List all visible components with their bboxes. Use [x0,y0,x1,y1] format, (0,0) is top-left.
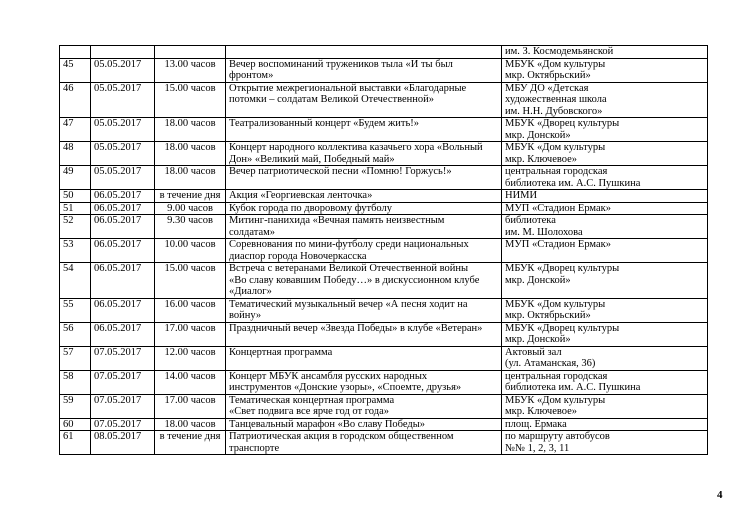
event-venue-line: библиотека им. А.С. Пушкина [505,382,641,393]
event-venue [502,82,708,118]
event-title-line: транспорте [229,442,280,454]
table-row [60,298,708,322]
event-venue [502,118,708,142]
event-time: 14.00 часов [155,370,226,394]
event-title-line: Концерт народного коллектива казачьего хора «Вольный [229,142,483,153]
event-date: 07.05.2017 [91,394,155,418]
event-venue-line: им. Н.Н. Дубовского» [505,105,603,117]
event-date: 05.05.2017 [91,82,155,118]
table-row [60,142,708,166]
event-date: 08.05.2017 [91,431,155,455]
event-title-line: диаспор города Новочеркасска [229,250,367,262]
row-number: 60 [60,418,91,431]
event-title [226,418,502,431]
event-date: 07.05.2017 [91,418,155,431]
page-number: 4 [717,489,723,501]
row-number: 55 [60,298,91,322]
event-title-line: «Во славу ковавшим Победу…» в дискуссионном клубе [229,274,480,286]
row-number: 53 [60,239,91,263]
row-number: 51 [60,202,91,215]
event-venue-line: МБУК «Дворец культуры [505,118,620,129]
event-venue-line: МБУК «Дом культуры [505,58,606,70]
event-title-line: Кубок города по дворовому футболу [229,202,393,214]
event-date: 06.05.2017 [91,298,155,322]
event-venue-line: мкр. Октябрьский» [505,70,591,81]
event-time: 16.00 часов [155,298,226,322]
event-date: 07.05.2017 [91,370,155,394]
event-title-line: Праздничный вечер «Звезда Победы» в клубе «Ветеран» [229,322,483,334]
table-row [60,346,708,370]
event-venue [502,46,708,59]
table-row [60,394,708,418]
event-title-line: Митинг-панихида «Вечная память неизвестным [229,215,445,226]
event-venue-line: (ул. Атаманская, 36) [505,358,596,369]
event-title [226,202,502,215]
event-title-line: инструментов «Донские узоры», «Споемте, друзья» [229,382,462,393]
event-venue [502,431,708,455]
event-time: 18.00 часов [155,142,226,166]
event-venue-line: МБУК «Дом культуры [505,394,606,406]
event-venue-line: МБУК «Дворец культуры [505,263,620,274]
event-title-line: потомки – солдатам Великой Отечественной» [229,94,435,105]
event-venue-line: им. М. Шолохова [505,226,583,238]
event-title [226,394,502,418]
event-venue-line: МБУК «Дом культуры [505,142,606,153]
event-title-line: «Свет подвига все ярче год от года» [229,406,389,417]
event-time: 18.00 часов [155,418,226,431]
event-venue-line: МУП «Стадион Ермак» [505,202,612,214]
event-title [226,118,502,142]
event-title-line: «Диалог» [229,286,272,297]
event-venue [502,142,708,166]
event-venue [502,58,708,82]
event-title-line: фронтом» [229,70,274,81]
event-title-line: войну» [229,310,262,321]
event-venue [502,346,708,370]
event-title-line: Концерт МБУК ансамбля русских народных [229,370,428,382]
event-venue-line: мкр. Донской» [505,129,571,141]
event-venue-line: МБУК «Дворец культуры [505,322,620,334]
table-row [60,418,708,431]
event-date: 05.05.2017 [91,142,155,166]
event-title-line: Вечер патриотической песни «Помню! Горжусь!» [229,166,452,177]
event-title-line: Открытие межрегиональной выставки «Благодарные [229,82,467,94]
event-venue-line: художественная школа [505,94,607,105]
event-time: в течение дня [155,431,226,455]
row-number: 47 [60,118,91,142]
event-title [226,431,502,455]
row-number: 46 [60,82,91,118]
event-date: 06.05.2017 [91,215,155,239]
event-venue [502,190,708,203]
table-row [60,202,708,215]
table-row [60,82,708,118]
event-venue-line: центральная городская [505,370,608,382]
event-venue [502,202,708,215]
event-venue-line: мкр. Ключевое» [505,153,578,165]
event-title [226,370,502,394]
event-title [226,190,502,203]
event-title-line: Тематическая концертная программа [229,394,395,406]
table-row [60,239,708,263]
event-title-line: Танцевальный марафон «Во славу Победы» [229,418,426,430]
row-number: 59 [60,394,91,418]
row-number: 48 [60,142,91,166]
table-row [60,370,708,394]
event-title-line: Акция «Георгиевская ленточка» [229,190,373,201]
event-title [226,263,502,299]
event-time [155,46,226,59]
event-title [226,166,502,190]
event-title-line: Театрализованный концерт «Будем жить!» [229,118,420,129]
event-title [226,82,502,118]
event-venue-line: площ. Ермака [505,418,567,430]
event-venue-line: МБУК «Дом культуры [505,298,606,310]
event-title-line: Встреча с ветеранами Великой Отечественной войны [229,263,469,274]
event-venue [502,418,708,431]
event-venue-line: мкр. Ключевое» [505,406,578,417]
schedule-table [59,45,708,455]
event-title-line: солдатам» [229,226,276,238]
event-date: 05.05.2017 [91,166,155,190]
table-row [60,118,708,142]
table-row [60,431,708,455]
event-time: 18.00 часов [155,166,226,190]
event-title [226,298,502,322]
event-time: 17.00 часов [155,322,226,346]
event-time: 18.00 часов [155,118,226,142]
event-venue [502,370,708,394]
event-venue-line: НИМИ [505,190,538,201]
table-row [60,322,708,346]
event-venue [502,322,708,346]
schedule-body [60,46,708,455]
row-number: 57 [60,346,91,370]
event-venue-line: библиотека им. А.С. Пушкина [505,177,641,189]
row-number: 49 [60,166,91,190]
table-row [60,58,708,82]
event-date: 06.05.2017 [91,322,155,346]
event-venue-line: по маршруту автобусов [505,431,610,442]
event-time: в течение дня [155,190,226,203]
event-time: 17.00 часов [155,394,226,418]
event-time: 13.00 часов [155,58,226,82]
event-title [226,142,502,166]
event-title [226,46,502,59]
event-title-line: Тематический музыкальный вечер «А песня ходит на [229,298,468,310]
event-date: 06.05.2017 [91,239,155,263]
event-title-line: Соревнования по мини-футболу среди национальных [229,239,469,250]
event-venue [502,215,708,239]
event-date: 05.05.2017 [91,118,155,142]
event-date [91,46,155,59]
event-date: 06.05.2017 [91,202,155,215]
event-title [226,215,502,239]
table-row [60,190,708,203]
event-time: 15.00 часов [155,263,226,299]
event-venue-line: МУП «Стадион Ермак» [505,239,612,250]
row-number [60,46,91,59]
event-time: 9.00 часов [155,202,226,215]
event-date: 06.05.2017 [91,263,155,299]
table-row [60,215,708,239]
event-venue [502,298,708,322]
event-time: 15.00 часов [155,82,226,118]
event-venue-line: МБУ ДО «Детская [505,82,589,94]
event-venue-line: центральная городская [505,166,608,177]
row-number: 52 [60,215,91,239]
row-number: 50 [60,190,91,203]
table-row [60,46,708,59]
event-venue-line: им. З. Космодемьянской [505,46,614,57]
event-time: 10.00 часов [155,239,226,263]
event-venue-line: мкр. Донской» [505,274,571,286]
event-venue [502,166,708,190]
event-venue [502,239,708,263]
event-title-line: Вечер воспоминаний тружеников тыла «И ты был [229,58,453,70]
event-title-line: Дон» «Великий май, Победный май» [229,153,395,165]
event-venue-line: №№ 1, 2, 3, 11 [505,442,570,454]
event-title [226,58,502,82]
event-venue-line: мкр. Донской» [505,334,571,345]
event-venue-line: мкр. Октябрьский» [505,310,591,321]
row-number: 61 [60,431,91,455]
event-venue-line: Актовый зал [505,346,562,358]
event-date: 05.05.2017 [91,58,155,82]
event-title [226,346,502,370]
row-number: 45 [60,58,91,82]
table-row [60,263,708,299]
event-title [226,239,502,263]
event-title-line: Концертная программа [229,346,333,358]
row-number: 56 [60,322,91,346]
event-venue-line: библиотека [505,215,556,226]
event-date: 06.05.2017 [91,190,155,203]
row-number: 54 [60,263,91,299]
event-venue [502,394,708,418]
event-time: 12.00 часов [155,346,226,370]
table-row [60,166,708,190]
event-date: 07.05.2017 [91,346,155,370]
event-time: 9.30 часов [155,215,226,239]
event-venue [502,263,708,299]
event-title-line: Патриотическая акция в городском общественном [229,431,454,442]
event-title [226,322,502,346]
row-number: 58 [60,370,91,394]
